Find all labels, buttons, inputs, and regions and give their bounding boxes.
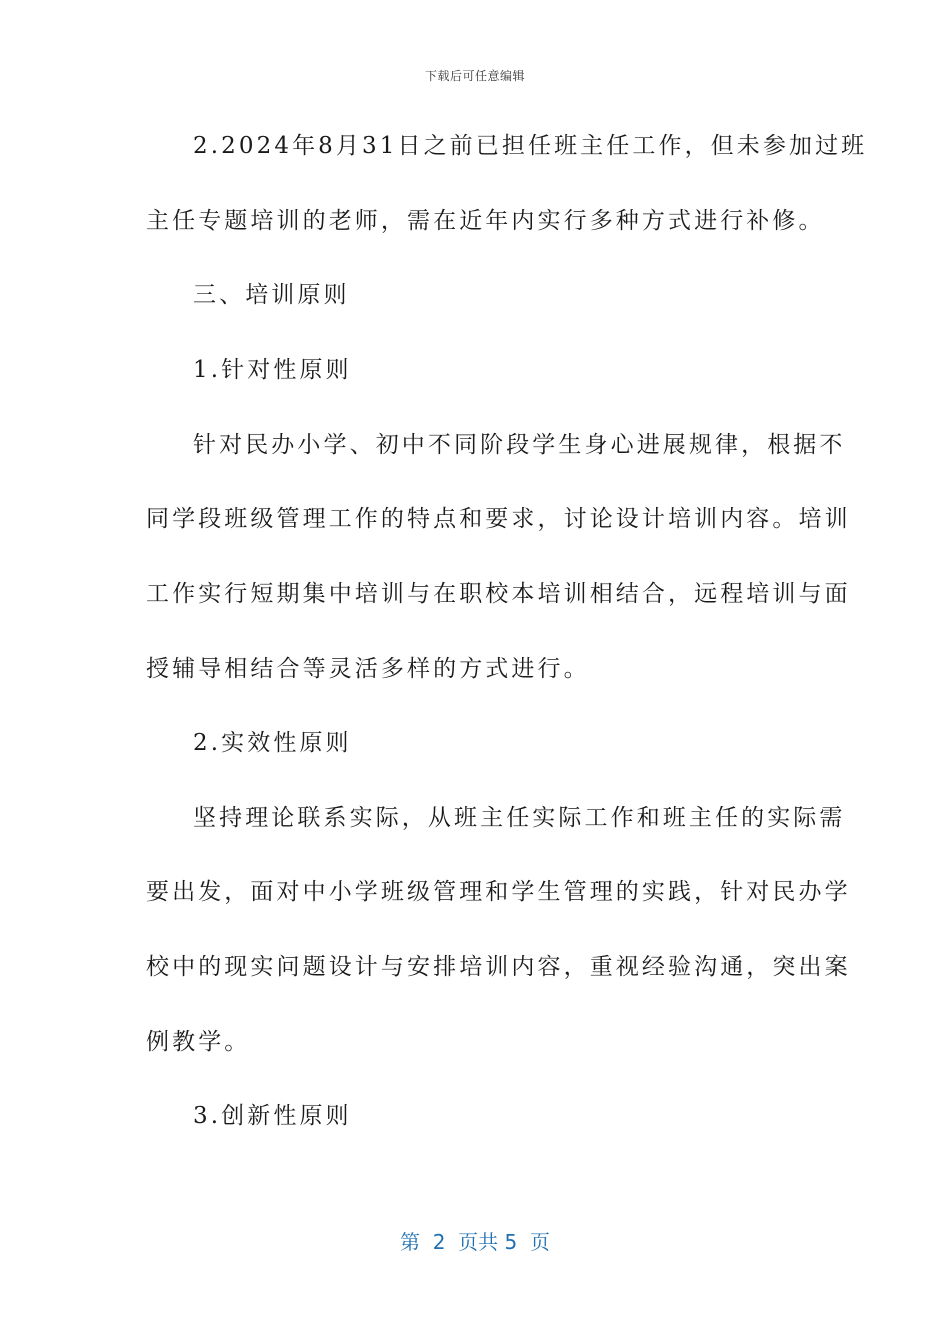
page-number-footer: 第 2 页共 5 页 xyxy=(400,1230,550,1254)
subsection-heading: 3.创新性原则 xyxy=(193,1103,352,1129)
subsection-heading: 2.实效性原则 xyxy=(193,730,352,756)
paragraph-line: 授辅导相结合等灵活多样的方式进行。 xyxy=(146,656,590,682)
paragraph-line: 坚持理论联系实际，从班主任实际工作和班主任的实际需 xyxy=(193,805,846,831)
paragraph-line: 2.2024年8月31日之前已担任班主任工作，但未参加过班 xyxy=(193,133,868,159)
paragraph-line: 例教学。 xyxy=(146,1029,251,1055)
paragraph-line: 工作实行短期集中培训与在职校本培训相结合，远程培训与面 xyxy=(146,581,851,607)
section-heading: 三、培训原则 xyxy=(193,282,350,308)
paragraph-line: 同学段班级管理工作的特点和要求，讨论设计培训内容。培训 xyxy=(146,506,851,532)
paragraph-line: 针对民办小学、初中不同阶段学生身心进展规律，根据不 xyxy=(193,432,846,458)
subsection-heading: 1.针对性原则 xyxy=(193,357,352,383)
header-note: 下载后可任意编辑 xyxy=(424,69,525,83)
paragraph-line: 主任专题培训的老师，需在近年内实行多种方式进行补修。 xyxy=(146,208,825,234)
paragraph-line: 校中的现实问题设计与安排培训内容，重视经验沟通，突出案 xyxy=(146,954,851,980)
paragraph-line: 要出发，面对中小学班级管理和学生管理的实践，针对民办学 xyxy=(146,879,851,905)
